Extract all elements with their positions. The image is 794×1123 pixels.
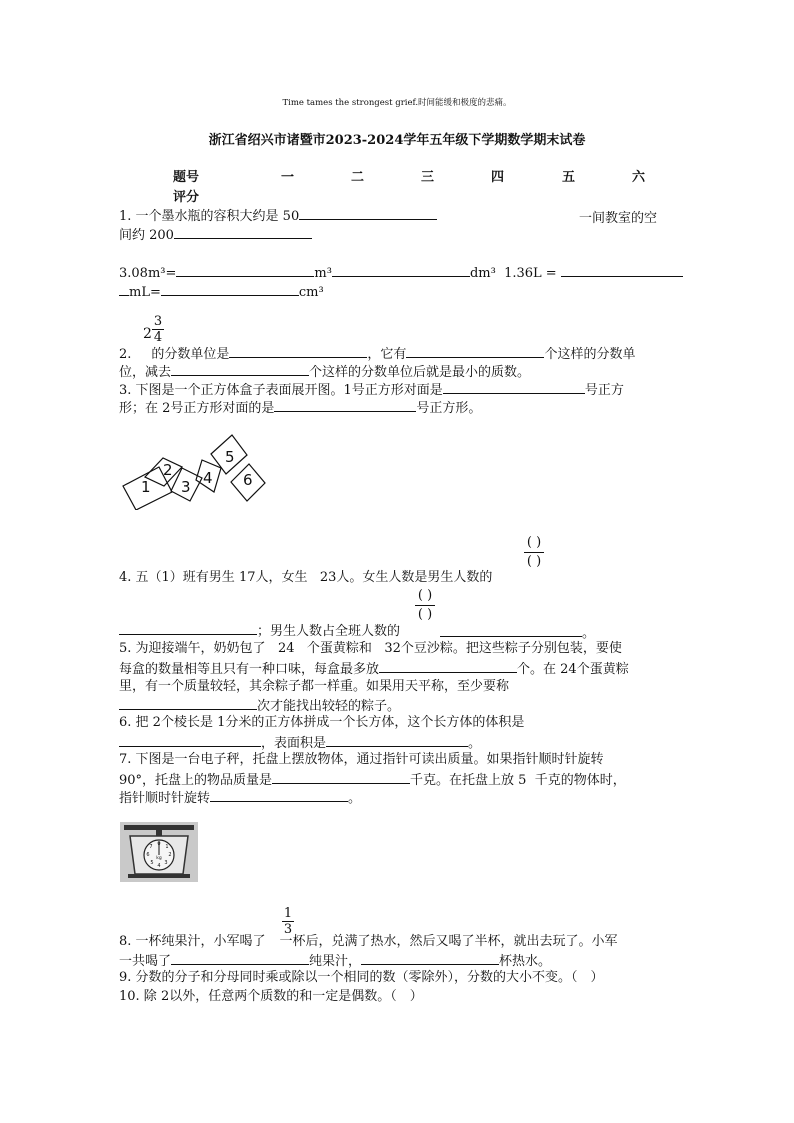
answer-blank[interactable] [171,363,309,376]
question-1-line-2: 间约 200 [119,226,312,244]
answer-blank[interactable] [176,264,314,277]
dial-unit: kg [156,856,162,861]
question-6-line-1: 6. 把 2个棱长是 1分米的正方体拼成一个长方体，这个长方体的体积是 [119,715,525,730]
answer-blank[interactable] [272,771,410,784]
question-1-line-4: mL= cm³ [119,283,324,301]
score-label: 评分 [173,190,200,205]
question-4-line-2: ；男生人数占全班人数的 [119,622,400,640]
answer-blank[interactable] [119,697,257,710]
answer-blank[interactable] [443,381,585,394]
answer-blank[interactable] [406,345,544,358]
answer-blank[interactable] [379,660,517,673]
question-5-line-1: 5. 为迎接端午，奶奶包了 24 个蛋黄粽和 32个豆沙粽。把这些粽子分别包装，要使 [119,641,622,656]
answer-blank[interactable] [326,734,468,747]
answer-blank[interactable] [440,624,582,637]
dial-number-6: 6 [146,852,150,858]
question-7-line-3: 指针顺时针旋转 。 [119,791,362,806]
answer-blank[interactable] [332,264,470,277]
question-4-line-1: 4. 五（1）班有男生 17人，女生 23人。女生人数是男生人数的 [119,570,493,585]
answer-blank[interactable] [561,264,683,277]
dial-number-1: 1 [165,844,169,850]
fraction-blank-1[interactable]: ( ) ( ) [524,534,544,571]
question-4-end: 。 [440,622,595,641]
net-label-3: 3 [181,478,191,496]
answer-blank[interactable] [119,283,129,296]
electronic-scale-figure [120,822,198,882]
question-1-line-3: 3.08m³= m³ dm³ 1.36L = [119,264,683,282]
dial-number-2: 2 [168,852,172,858]
question-10: 10. 除 2以外，任意两个质数的和一定是偶数。（ ） [119,989,423,1004]
answer-blank[interactable] [210,789,348,802]
score-col-4: 四 [491,170,505,185]
score-row-label: 题号 [173,170,200,185]
score-col-6: 六 [632,170,646,185]
net-label-4: 4 [203,469,213,487]
answer-blank[interactable] [161,283,299,296]
question-2-line-2: 位，减去 个这样的分数单位后就是最小的质数。 [119,365,531,380]
question-3-line-1: 3. 下图是一个正方体盒子表面展开图。1号正方形对面是 号正方 [119,383,624,398]
question-9: 9. 分数的分子和分母同时乘或除以一个相同的数（零除外），分数的大小不变。（ ） [119,970,604,985]
question-1-part-b: 一间教室的空 [579,211,658,226]
score-col-3: 三 [421,170,435,185]
score-col-2: 二 [351,170,365,185]
net-label-5: 5 [225,448,235,466]
answer-blank[interactable] [299,207,437,220]
net-label-2: 2 [163,461,173,479]
mixed-number-whole: 2 [143,326,152,342]
question-1-line-1: 1. 一个墨水瓶的容积大约是 50 [119,207,437,225]
fraction-blank-2[interactable]: ( ) ( ) [415,587,435,624]
answer-blank[interactable] [119,622,257,635]
net-label-1: 1 [141,478,151,496]
question-6-line-2: ，表面积是 。 [119,734,481,752]
score-col-1: 一 [281,170,295,185]
answer-blank[interactable] [174,226,312,239]
motto: Time tames the strongest grief.时间能缓和极度的悲痛。 [282,98,512,108]
answer-blank[interactable] [171,952,309,965]
dial-number-4: 4 [157,863,161,869]
answer-blank[interactable] [274,399,416,412]
exam-title: 浙江省绍兴市诸暨市2023-2024学年五年级下学期数学期末试卷 [208,133,586,148]
dial-number-3: 3 [164,860,168,866]
answer-blank[interactable] [119,734,261,747]
answer-blank[interactable] [229,345,367,358]
dial-number-0: 0 [157,841,161,847]
mixed-number-fraction: $\frac{3}{4}$ [153,314,163,345]
fraction-one-third: $\frac{1}{3}$ [283,906,293,937]
question-3-line-2: 形；在 2号正方形对面的是 号正方形。 [119,401,482,416]
question-7-line-2: 90°，托盘上的物品质量是 千克。在托盘上放 5 千克的物体时， [119,773,626,788]
net-label-6: 6 [243,471,253,489]
score-col-5: 五 [562,170,576,185]
answer-blank[interactable] [361,952,499,965]
dial-number-5: 5 [150,860,154,866]
question-5-line-4: 次才能找出较轻的粽子。 [119,697,400,715]
dial-number-7: 7 [149,844,153,850]
question-2-line-1: 2. 的分数单位是 ，它有 个这样的分数单 [119,347,636,362]
cube-net-figure [118,430,278,510]
question-5-line-2: 每盒的数量相等且只有一种口味，每盒最多放 个。在 24个蛋黄粽 [119,662,629,677]
question-5-line-3: 里，有一个质量较轻，其余粽子都一样重。如果用天平称，至少要称 [119,679,510,694]
question-8-line-1: 8. 一杯纯果汁，小军喝了 一杯后，兑满了热水，然后又喝了半杯，就出去玩了。小军 [119,934,618,949]
question-8-line-2: 一共喝了 纯果汁， 杯热水。 [119,954,552,969]
question-7-line-1: 7. 下图是一台电子秤，托盘上摆放物体，通过指针可读出质量。如果指针顺时针旋转 [119,752,604,767]
